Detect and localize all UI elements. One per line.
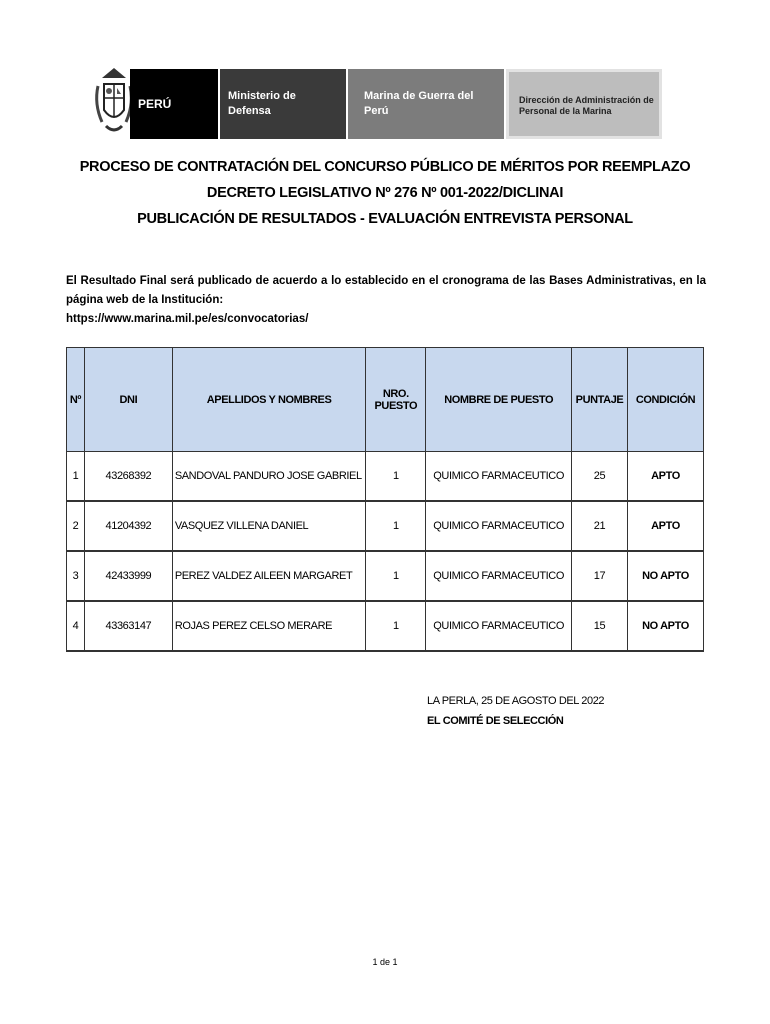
col-header-score: PUNTAJE bbox=[572, 348, 628, 452]
results-table bbox=[66, 347, 704, 652]
cell-condition: APTO bbox=[628, 452, 704, 502]
title-line-3: PUBLICACIÓN DE RESULTADOS - EVALUACIÓN ENTREVISTA PERSONAL bbox=[137, 211, 633, 227]
cell-position-number: 1 bbox=[366, 452, 426, 502]
cell-dni: 42433999 bbox=[84, 551, 172, 601]
navy-banner bbox=[348, 69, 504, 139]
document-titles bbox=[0, 154, 770, 232]
col-header-dni: DNI bbox=[84, 348, 172, 452]
signature-block bbox=[427, 691, 604, 731]
cell-name: PEREZ VALDEZ AILEEN MARGARET bbox=[172, 551, 366, 601]
cell-position-name: QUIMICO FARMACEUTICO bbox=[426, 601, 572, 651]
cell-score: 15 bbox=[572, 601, 628, 651]
convocatorias-link[interactable]: https://www.marina.mil.pe/es/convocatorias/ bbox=[66, 313, 309, 325]
peru-banner bbox=[130, 69, 218, 139]
table-row bbox=[67, 452, 704, 502]
place-date: LA PERLA, 25 DE AGOSTO DEL 2022 bbox=[427, 695, 605, 707]
title-line-2: DECRETO LEGISLATIVO Nº 276 Nº 001-2022/DICLINAI bbox=[206, 185, 564, 201]
cell-condition: NO APTO bbox=[628, 601, 704, 651]
institutional-header bbox=[92, 64, 662, 142]
header-ministry: Ministerio de Defensa bbox=[228, 90, 296, 117]
cell-dni: 41204392 bbox=[84, 501, 172, 551]
cell-position-number: 1 bbox=[366, 551, 426, 601]
header-navy: Marina de Guerra del Perú bbox=[364, 90, 474, 117]
cell-position-number: 1 bbox=[366, 501, 426, 551]
cell-number: 3 bbox=[67, 551, 85, 601]
intro-text: El Resultado Final será publicado de acuerdo a lo establecido en el cronograma de las Bases Administrativas, en la página web de la Institución: bbox=[66, 275, 706, 306]
ministry-banner bbox=[220, 69, 346, 139]
cell-score: 25 bbox=[572, 452, 628, 502]
table-row bbox=[67, 501, 704, 551]
cell-name: SANDOVAL PANDURO JOSE GABRIEL bbox=[172, 452, 366, 502]
cell-position-name: QUIMICO FARMACEUTICO bbox=[426, 501, 572, 551]
cell-condition: NO APTO bbox=[628, 551, 704, 601]
page-number: 1 de 1 bbox=[372, 957, 398, 967]
col-header-name: APELLIDOS Y NOMBRES bbox=[172, 348, 366, 452]
cell-dni: 43363147 bbox=[84, 601, 172, 651]
committee-name: EL COMITÉ DE SELECCIÓN bbox=[427, 715, 564, 727]
cell-name: VASQUEZ VILLENA DANIEL bbox=[172, 501, 366, 551]
cell-number: 4 bbox=[67, 601, 85, 651]
cell-condition: APTO bbox=[628, 501, 704, 551]
cell-position-name: QUIMICO FARMACEUTICO bbox=[426, 452, 572, 502]
header-country: PERÚ bbox=[138, 97, 172, 111]
table-header-row bbox=[67, 348, 704, 452]
cell-name: ROJAS PEREZ CELSO MERARE bbox=[172, 601, 366, 651]
cell-position-name: QUIMICO FARMACEUTICO bbox=[426, 551, 572, 601]
title-line-1: PROCESO DE CONTRATACIÓN DEL CONCURSO PÚBLICO DE MÉRITOS POR REEMPLAZO bbox=[79, 159, 691, 175]
cell-score: 21 bbox=[572, 501, 628, 551]
direction-banner bbox=[506, 69, 662, 139]
col-header-condition: CONDICIÓN bbox=[628, 348, 704, 452]
col-header-position-name: NOMBRE DE PUESTO bbox=[426, 348, 572, 452]
cell-position-number: 1 bbox=[366, 601, 426, 651]
cell-number: 1 bbox=[67, 452, 85, 502]
cell-score: 17 bbox=[572, 551, 628, 601]
cell-number: 2 bbox=[67, 501, 85, 551]
cell-dni: 43268392 bbox=[84, 452, 172, 502]
table-row bbox=[67, 601, 704, 651]
table-row bbox=[67, 551, 704, 601]
col-header-number: Nº bbox=[67, 348, 85, 452]
intro-paragraph bbox=[66, 272, 706, 329]
header-direction: Dirección de Administración de Personal de la Marina bbox=[519, 95, 654, 116]
col-header-position-number: NRO. PUESTO bbox=[366, 348, 426, 452]
